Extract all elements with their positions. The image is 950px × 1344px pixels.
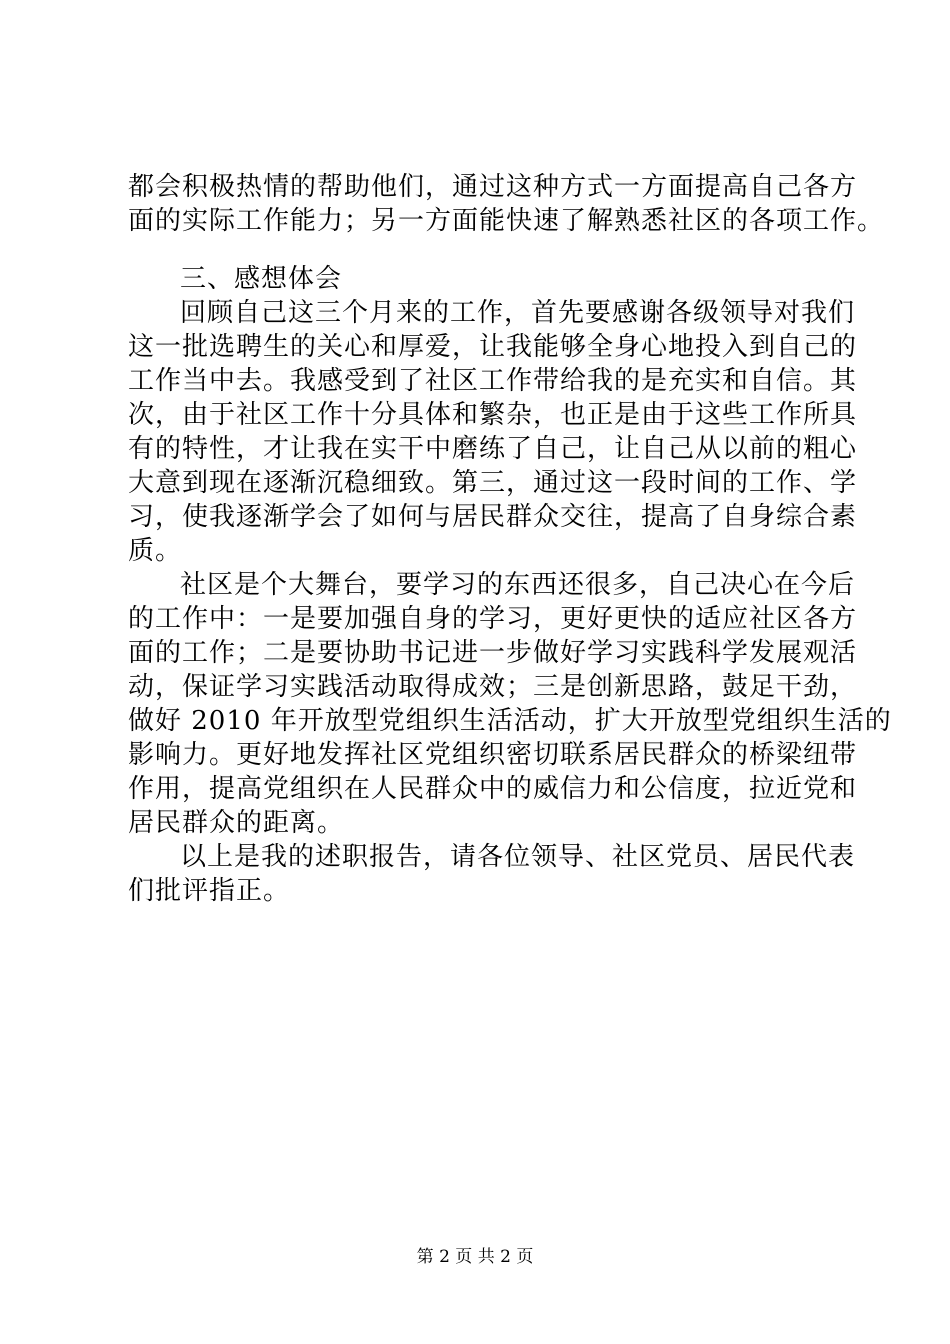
text-line: 习，使我逐渐学会了如何与居民群众交往，提高了自身综合素 xyxy=(128,502,858,532)
text-line: 以上是我的述职报告，请各位领导、社区党员、居民代表 xyxy=(180,842,856,872)
text-line: 面的工作；二是要协助书记进一步做好学习实践科学发展观活 xyxy=(128,638,858,668)
text-line: 居民群众的距离。 xyxy=(128,808,345,838)
text-line: 的工作中：一是要加强自身的学习，更好更快的适应社区各方 xyxy=(128,604,858,634)
page-footer: 第 2 页 共 2 页 xyxy=(416,1247,534,1267)
text-line: 这一批选聘生的关心和厚爱，让我能够全身心地投入到自己的 xyxy=(128,332,858,362)
text-line: 做好 2010 年开放型党组织生活活动，扩大开放型党组织生活的 xyxy=(128,706,892,736)
text-line: 质。 xyxy=(128,536,183,566)
text-line: 动，保证学习实践活动取得成效；三是创新思路，鼓足干劲， xyxy=(128,672,858,702)
text-line: 影响力。更好地发挥社区党组织密切联系居民群众的桥梁纽带 xyxy=(128,740,858,770)
text-line: 都会积极热情的帮助他们，通过这种方式一方面提高自己各方 xyxy=(128,172,858,202)
text-line: 们批评指正。 xyxy=(128,876,291,906)
paragraph-gap xyxy=(128,238,840,262)
document-body xyxy=(128,170,892,908)
text-line: 次，由于社区工作十分具体和繁杂，也正是由于这些工作所具 xyxy=(128,400,858,430)
text-line: 大意到现在逐渐沉稳细致。第三，通过这一段时间的工作、学 xyxy=(128,468,858,498)
text-line: 工作当中去。我感受到了社区工作带给我的是充实和自信。其 xyxy=(128,366,858,396)
section-heading: 三、感想体会 xyxy=(180,264,343,294)
text-line: 作用，提高党组织在人民群众中的威信力和公信度，拉近党和 xyxy=(128,774,858,804)
text-line: 社区是个大舞台，要学习的东西还很多，自己决心在今后 xyxy=(180,570,856,600)
text-line: 有的特性，才让我在实干中磨练了自己，让自己从以前的粗心 xyxy=(128,434,858,464)
text-line: 面的实际工作能力；另一方面能快速了解熟悉社区的各项工作。 xyxy=(128,206,885,236)
text-line: 回顾自己这三个月来的工作，首先要感谢各级领导对我们 xyxy=(180,298,856,328)
